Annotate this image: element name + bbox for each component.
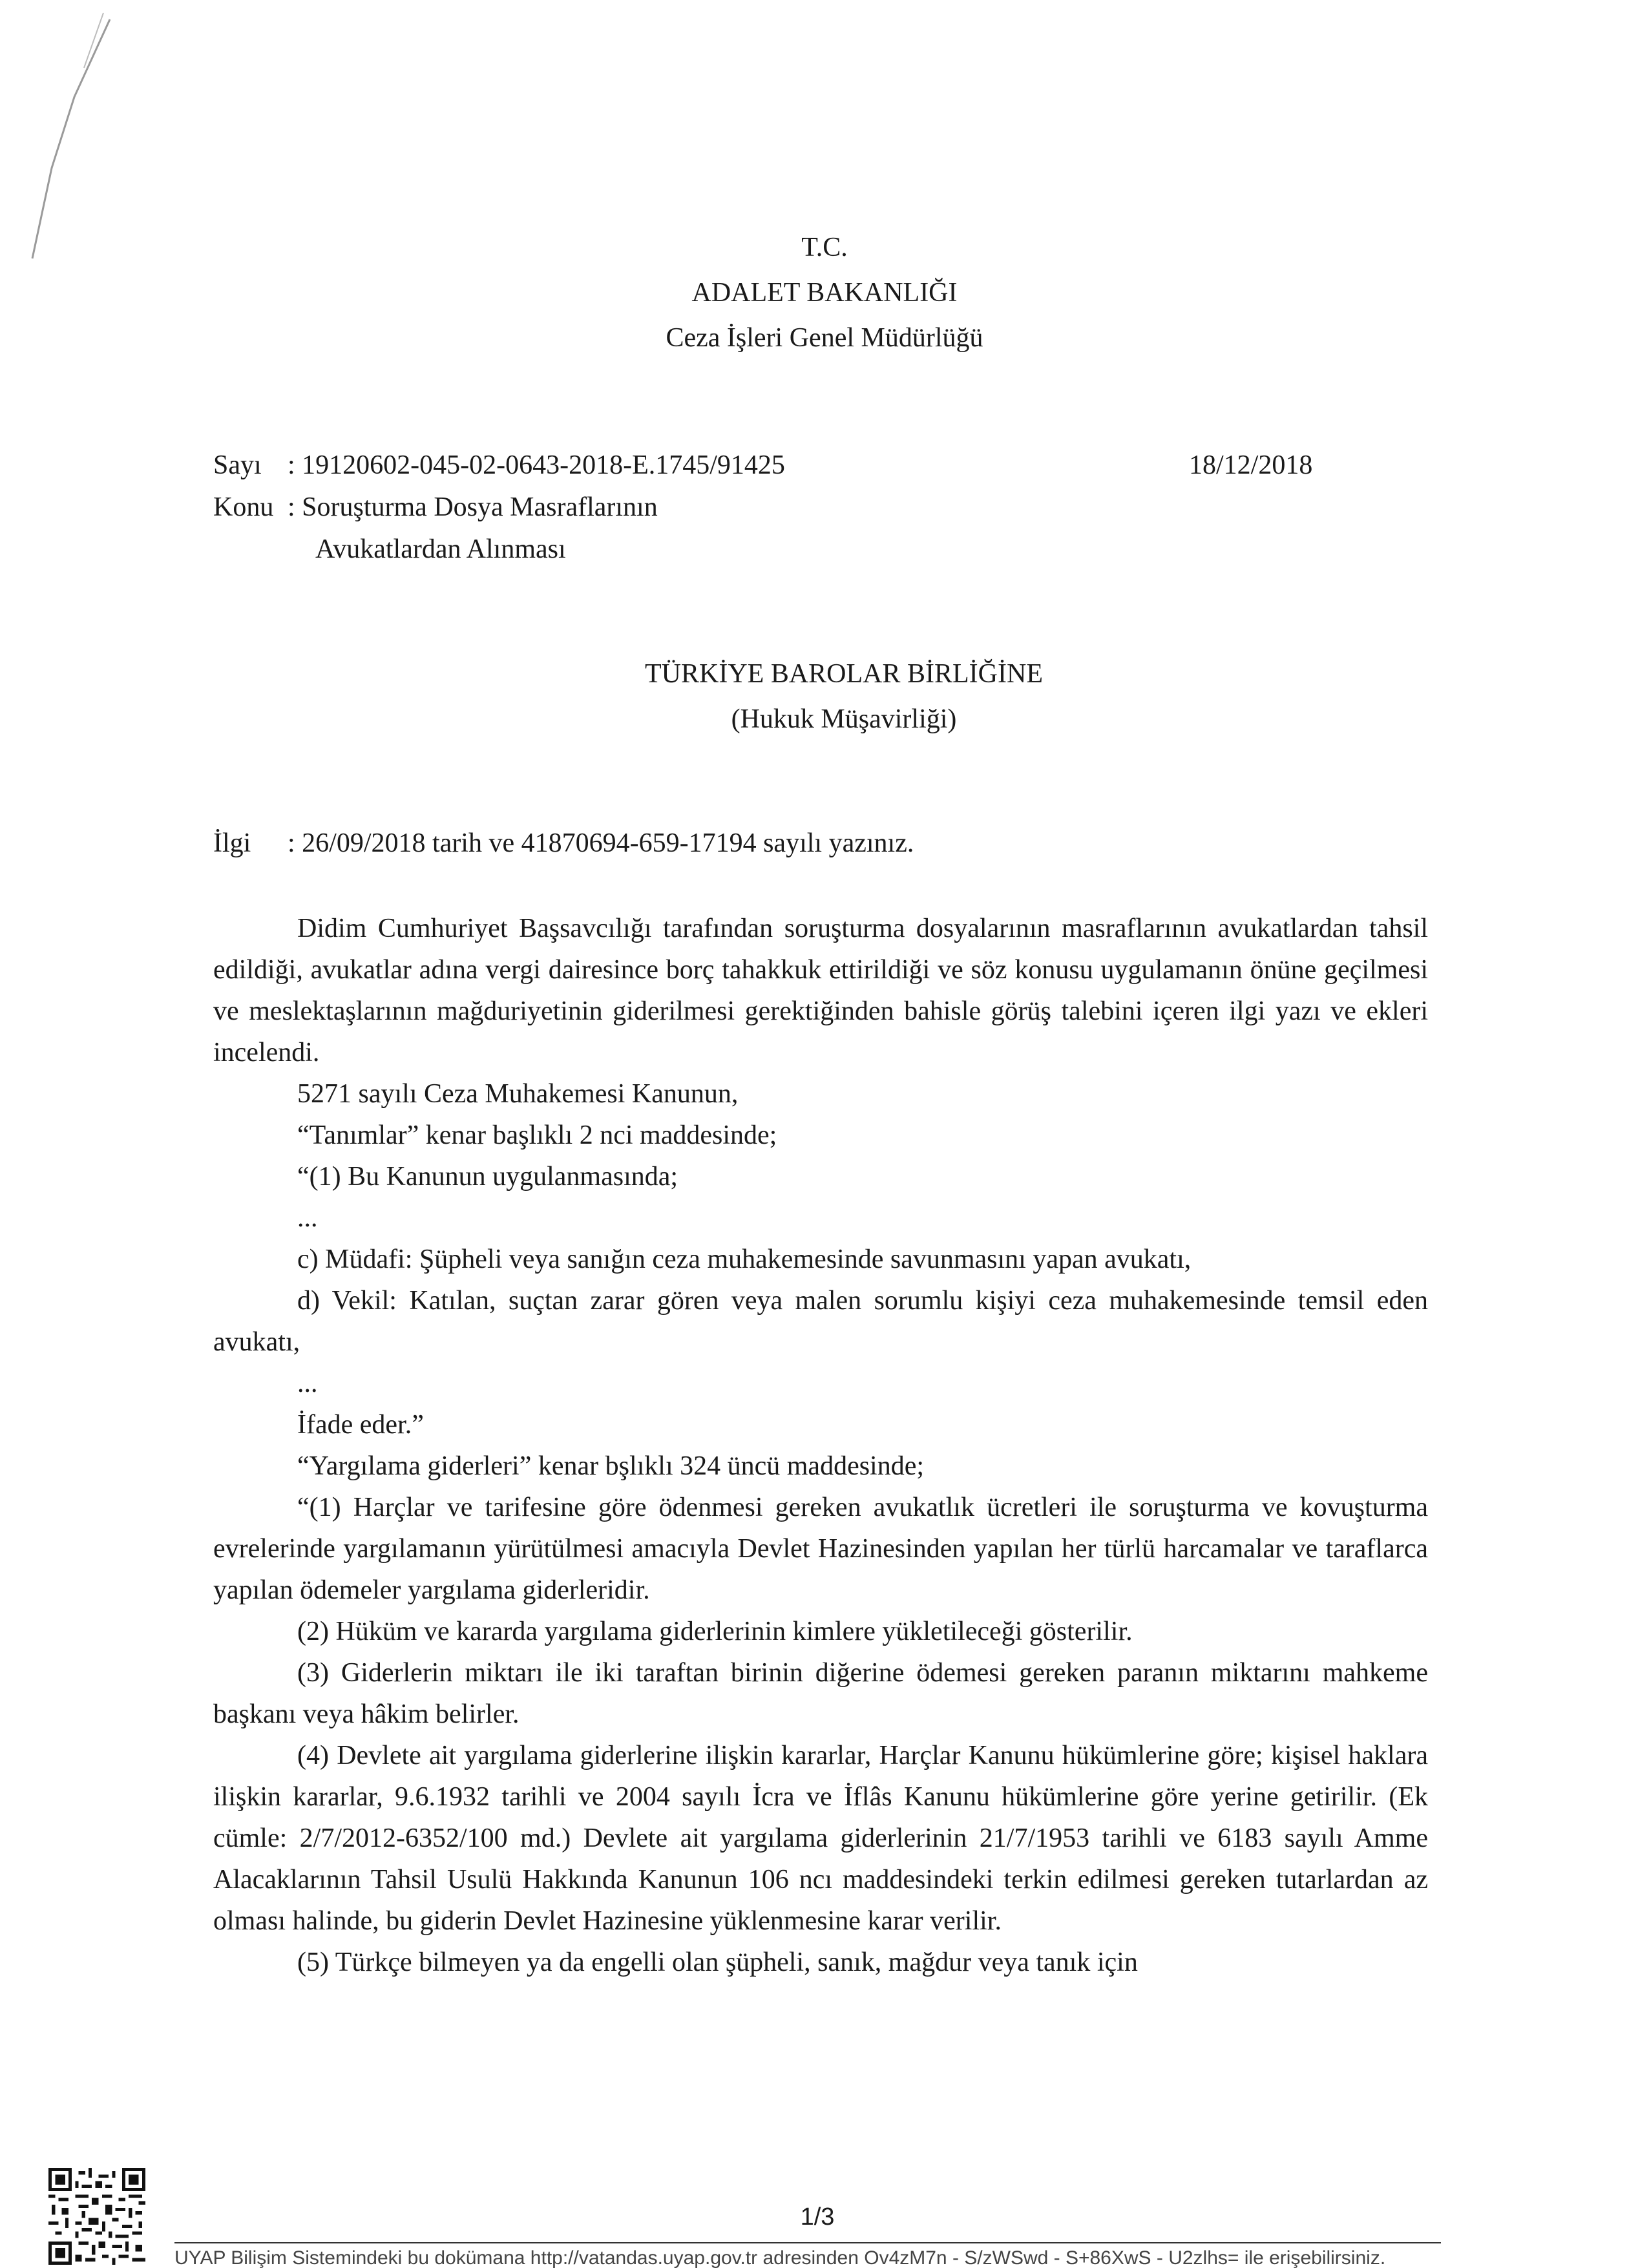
paragraph-quote-start: “(1) Bu Kanunun uygulanmasında; bbox=[297, 1162, 678, 1192]
qr-code bbox=[48, 2168, 145, 2265]
recipient-name: TÜRKİYE BAROLAR BİRLİĞİNE bbox=[645, 659, 1043, 689]
paragraph-vekil: d) Vekil: Katılan, suçtan zarar gören veya malen sorumlu kişiyi ceza muhakemesinde temsil eden avukatı, bbox=[213, 1286, 1428, 1357]
paragraph-law-ref: 5271 sayılı Ceza Muhakemesi Kanunun, bbox=[297, 1079, 739, 1109]
recipient-department: (Hukuk Müşavirliği) bbox=[731, 704, 957, 734]
header-ministry: ADALET BAKANLIĞI bbox=[691, 278, 958, 308]
konu-value-line2: Avukatlardan Alınması bbox=[315, 534, 566, 564]
paragraph-article-4: (4) Devlete ait yargılama giderlerine ilişkin kararlar, Harçlar Kanunu hükümlerine göre; kişisel haklara ilişkin kararlar, 9.6.1932 tarihli ve 2004 sayılı İcra ve İflâs Kanunu hükümlerine göre yerine getirilir. (Ek cümle: 2/7/2012-6352/100 md.) Devlete ait yargılama giderlerinin 21/7/1953 tarihli ve 6183 sayılı Amme Alacaklarının Tahsil Usulü Hakkında Kanunun 106 ncı maddesindeki terkin edilmesi gereken tutarlardan az olması halinde, bu giderin Devlet Hazinesine yüklenmesine karar verilir. bbox=[213, 1741, 1428, 1936]
paragraph-mudafi: c) Müdafi: Şüpheli veya sanığın ceza muhakemesinde savunmasını yapan avukatı, bbox=[297, 1244, 1192, 1274]
header-tc: T.C. bbox=[801, 233, 848, 262]
letter-body bbox=[213, 908, 1428, 1983]
konu-label: Konu bbox=[213, 492, 274, 522]
footer-verification-text: UYAP Bilişim Sistemindeki bu dokümana http://vatandas.uyap.gov.tr adresinden Ov4zM7n - S/zWSwd - S+86XwS - U2zlhs= ile erişebilirsiniz. bbox=[174, 2247, 1386, 2268]
paragraph-definitions-heading: “Tanımlar” kenar başlıklı 2 nci maddesinde; bbox=[297, 1120, 777, 1150]
sayi-label: Sayı bbox=[213, 450, 262, 480]
paragraph-quote-end: İfade eder.” bbox=[297, 1410, 424, 1440]
konu-value: : Soruşturma Dosya Masraflarının bbox=[288, 492, 658, 522]
paragraph-article-1: “(1) Harçlar ve tarifesine göre ödenmesi gereken avukatlık ücretleri ile soruşturma ve kovuşturma evrelerinde yargılamanın yürütülmesi amacıyla Devlet Hazinesinden yapılan her türlü harcamalar ve taraflarca yapılan ödemeler yargılama giderleridir. bbox=[213, 1493, 1428, 1605]
footer-divider bbox=[174, 2242, 1441, 2243]
ilgi-label: İlgi bbox=[213, 828, 251, 858]
paragraph-article-3: (3) Giderlerin miktarı ile iki taraftan birinin diğerine ödemesi gereken paranın miktarını mahkeme başkanı veya hâkim belirler. bbox=[213, 1658, 1428, 1729]
paragraph-article-5: (5) Türkçe bilmeyen ya da engelli olan şüpheli, sanık, mağdur veya tanık için bbox=[297, 1948, 1138, 1977]
paragraph-article-2: (2) Hüküm ve kararda yargılama giderlerinin kimlere yükletileceği gösterilir. bbox=[297, 1617, 1133, 1646]
paragraph-costs-heading: “Yargılama giderleri” kenar bşlıklı 324 üncü maddesinde; bbox=[297, 1451, 925, 1481]
document-date: 18/12/2018 bbox=[1189, 450, 1313, 480]
header-department: Ceza İşleri Genel Müdürlüğü bbox=[666, 323, 983, 353]
scan-artifact-line bbox=[13, 6, 116, 265]
page-number: 1/3 bbox=[800, 2203, 835, 2231]
ilgi-value: : 26/09/2018 tarih ve 41870694-659-17194 sayılı yazınız. bbox=[288, 828, 914, 858]
paragraph-intro: Didim Cumhuriyet Başsavcılığı tarafından soruşturma dosyalarının masraflarının avukatlardan tahsil edildiği, avukatlar adına vergi dairesince borç tahakkuk ettirildiği ve söz konusu uygulamanın önüne geçilmesi ve meslektaşlarının mağduriyetinin giderilmesi gerektiğinden bahisle görüş talebini içeren ilgi yazı ve ekleri incelendi. bbox=[213, 914, 1428, 1067]
paragraph-ellipsis: ... bbox=[297, 1203, 318, 1233]
paragraph-ellipsis-2: ... bbox=[297, 1369, 318, 1398]
sayi-value: : 19120602-045-02-0643-2018-E.1745/91425 bbox=[288, 450, 785, 480]
